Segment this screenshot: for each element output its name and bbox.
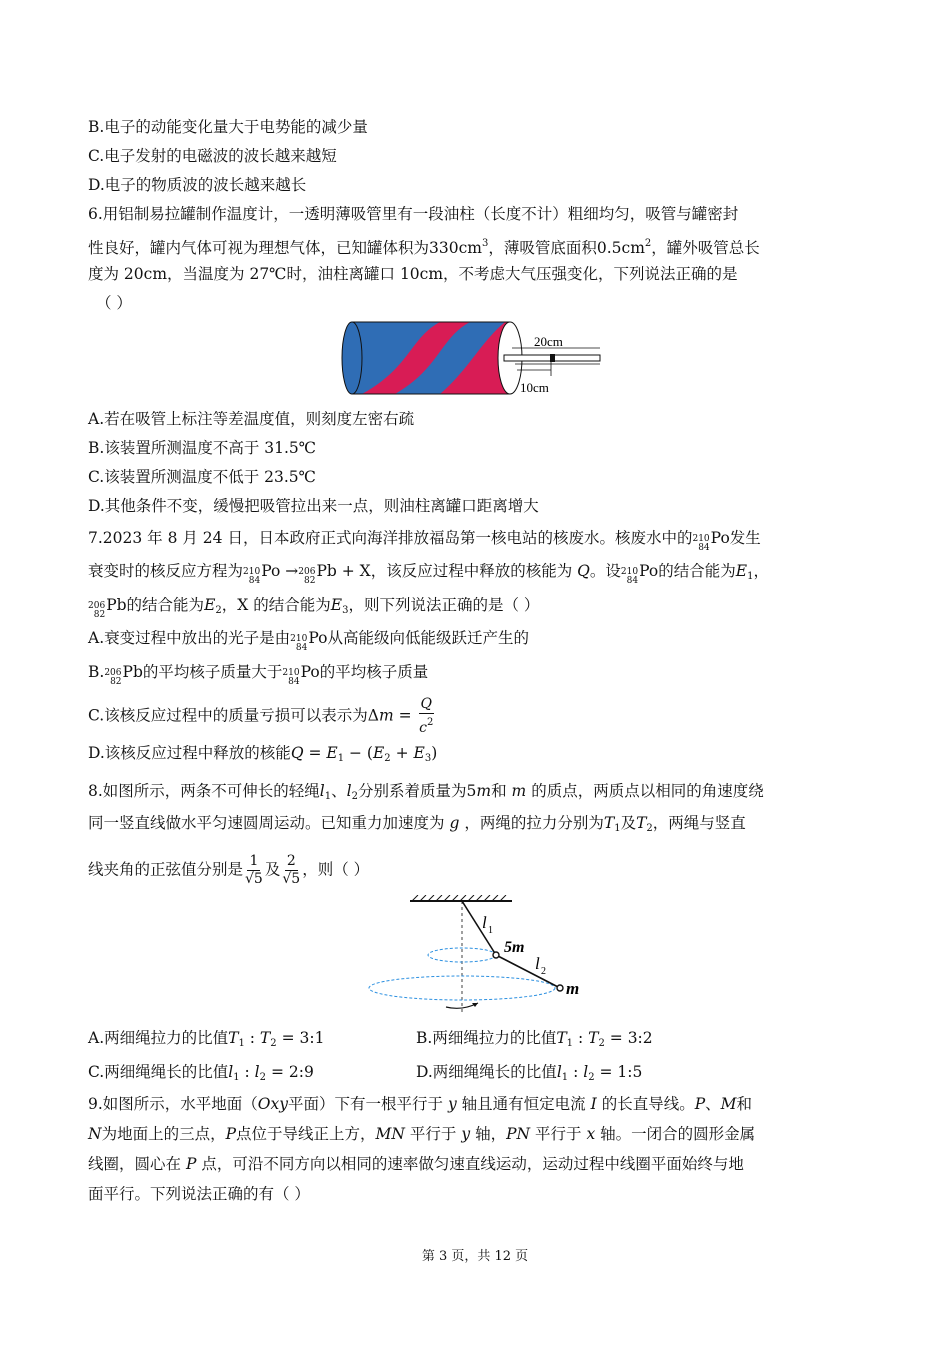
q8-stem-line2: 同一竖直线做水平匀速圆周运动。已知重力加速度为 g ，两绳的拉力分别为$T_1$及$T_2$，两绳与竖直 (88, 814, 746, 834)
page-footer: 第 3 页，共 12 页 (421, 1249, 529, 1264)
q7-option-d: D.该核反应过程中释放的核能$Q = E_1 - (E_2 + E_3)$ (88, 744, 438, 764)
q9-stem-line3: 线圈，圆心在 P 点，可沿不同方向以相同的速率做匀速直线运动，运动过程中线圈平面始终与地 (88, 1155, 744, 1173)
q9-stem-line1: 9.如图所示，水平地面（Oxy平面）下有一根平行于 y 轴且通有恒定电流 I 的长直导线。P、M和 (88, 1095, 753, 1113)
q5-option-b: B.电子的动能变化量大于电势能的减少量 (88, 118, 368, 136)
q9-stem-line4: 面平行。下列说法正确的有（ ） (88, 1185, 310, 1203)
q6-stem-line2: 性良好，罐内气体可视为理想气体，已知罐体积为$330cm^3$，薄吸管底面积$0.5cm^2$，罐外吸管总长 (88, 238, 760, 257)
svg-text:1: 1 (488, 925, 493, 936)
q6-can-figure (340, 318, 610, 400)
q6-option-a: A.若在吸管上标注等差温度值，则刻度左密右疏 (88, 410, 415, 428)
q8-option-b: B.两细绳拉力的比值$T_1$ : $T_2$ = 3:2 (416, 1029, 653, 1049)
q7-option-b: B. 206 82 Pb的平均核子质量大于 210 84 Po的平均核子质量 (88, 663, 429, 687)
q7-option-a: A.衰变过程中放出的光子是由 210 84 Po从高能级向低能级跃迁产生的 (88, 629, 529, 653)
q7-stem-line3: 206 82 Pb的结合能为$E_2$，X 的结合能为$E_3$，则下列说法正确的是（ ） (88, 596, 540, 620)
q6-stem-line1: 6.用铝制易拉罐制作温度计，一透明薄吸管里有一段油柱（长度不计）粗细均匀，吸管与罐密封 (88, 205, 739, 223)
q9-stem-line2: N为地面上的三点，P点位于导线正上方，MN 平行于 y 轴，PN 平行于 x 轴。一闭合的圆形金属 (88, 1125, 756, 1143)
q6-option-c: C.该装置所测温度不低于 23.5℃ (88, 468, 317, 486)
q8-pendulum-figure (360, 895, 600, 1020)
q8-label-l2: l (535, 954, 540, 973)
q6-option-d: D.其他条件不变，缓慢把吸管拉出来一点，则油柱离罐口距离增大 (88, 497, 539, 515)
q7-stem-line1: 7.2023 年 8 月 24 日，日本政府正式向海洋排放福岛第一核电站的核废水。核废水中的 210 84 Po发生 (88, 529, 761, 553)
q5-option-c: C.电子发射的电磁波的波长越来越短 (88, 147, 337, 165)
q7-option-c: C.该核反应过程中的质量亏损可以表示为Δm = $\frac{Q}{c^2}$ (88, 696, 434, 736)
q7-stem-line2: 衰变时的核反应方程为 210 84 Po → 206 82 Pb + X，该反应过程中释放的核能为 Q。设 210 84 Po的结合能为$E_1$， (88, 562, 769, 586)
q8-option-d: D.两细绳绳长的比值$l_1$ : $l_2$ = 1:5 (416, 1063, 643, 1083)
q8-stem-line3: 线夹角的正弦值分别是 $\frac{1}{√5}$ 及 $\frac{2}{√5}$ ，则（ ） (88, 853, 370, 887)
q8-label-l1: l (482, 913, 487, 932)
q8-label-5m: 5m (504, 939, 525, 956)
q8-label-m: m (566, 979, 580, 998)
q5-option-d: D.电子的物质波的波长越来越长 (88, 176, 307, 194)
q6-label-20cm: 20cm (534, 334, 563, 349)
svg-text:2: 2 (541, 966, 546, 977)
q6-option-b: B.该装置所测温度不高于 31.5℃ (88, 439, 317, 457)
q8-stem-line1: 8.如图所示，两条不可伸长的轻绳$l_1$、$l_2$分别系着质量为5m和 m 的质点，两质点以相同的角速度绕 (88, 782, 764, 802)
q8-option-c: C.两细绳绳长的比值$l_1$ : $l_2$ = 2:9 (88, 1063, 314, 1083)
q6-answer-paren: （ ） (96, 294, 132, 312)
q6-label-10cm: 10cm (520, 380, 549, 395)
q6-stem-line3: 度为 20cm，当温度为 27℃时，油柱离罐口 10cm，不考虑大气压强变化，下列说法正确的是 (88, 265, 738, 283)
q8-option-a: A.两细绳拉力的比值$T_1$ : $T_2$ = 3:1 (88, 1029, 325, 1049)
